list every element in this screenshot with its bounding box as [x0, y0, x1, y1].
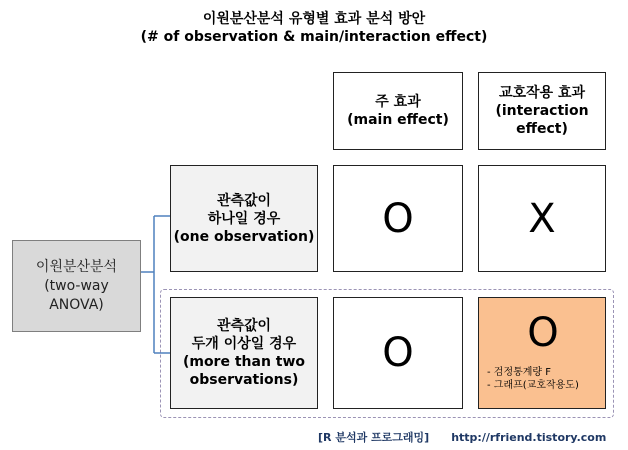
interaction-effect-label-en-1: (interaction — [495, 103, 589, 119]
column-header-main-effect — [333, 72, 463, 150]
row2-label-1: 관측값이 — [216, 318, 272, 334]
row1-label-2: 하나일 경우 — [207, 210, 281, 227]
row-header-one-observation — [170, 165, 318, 272]
two-way-anova-box — [12, 240, 141, 332]
column-header-interaction-effect — [478, 72, 606, 150]
o-symbol: O — [382, 195, 414, 242]
interaction-notes — [487, 366, 605, 392]
diagram-title: 이원분산분석 유형별 효과 분석 방안 — [202, 11, 426, 27]
main-effect-label: 주 효과 — [375, 94, 421, 110]
anova-label: 이원분산분석 — [35, 258, 118, 275]
footer-blog-name: [R 분석과 프로그래밍] — [318, 431, 430, 444]
row-header-more-than-two-observations — [170, 297, 318, 409]
o-symbol: O — [382, 330, 414, 376]
main-effect-label-en: (main effect) — [347, 112, 449, 128]
anova-label-en-2: ANOVA) — [49, 296, 104, 313]
diagram-subtitle: (# of observation & main/interaction effect) — [140, 29, 488, 45]
cell-more-observations-interaction-effect — [478, 297, 606, 409]
x-symbol: X — [528, 195, 556, 242]
footer — [318, 429, 618, 445]
row1-label-1: 관측값이 — [216, 192, 272, 209]
interaction-effect-label: 교호작용 효과 — [498, 85, 586, 101]
row2-label-4: observations) — [189, 372, 299, 388]
footer-blog-url: http://rfriend.tistory.com — [451, 431, 607, 444]
note-test-statistic: - 검정통계량 F — [487, 367, 552, 378]
o-symbol: O — [527, 310, 559, 356]
row2-label-3: (more than two — [182, 354, 306, 370]
interaction-effect-label-en-2: effect) — [516, 121, 568, 137]
cell-more-observations-main-effect — [333, 297, 463, 409]
note-interaction-plot: - 그래프(교호작용도) — [487, 380, 579, 391]
anova-label-en-1: (two-way — [44, 277, 109, 294]
cell-one-observation-main-effect — [333, 165, 463, 272]
cell-one-observation-interaction-effect — [478, 165, 606, 272]
row2-label-2: 두개 이상일 경우 — [191, 336, 297, 352]
row1-label-3: (one observation) — [173, 228, 315, 245]
